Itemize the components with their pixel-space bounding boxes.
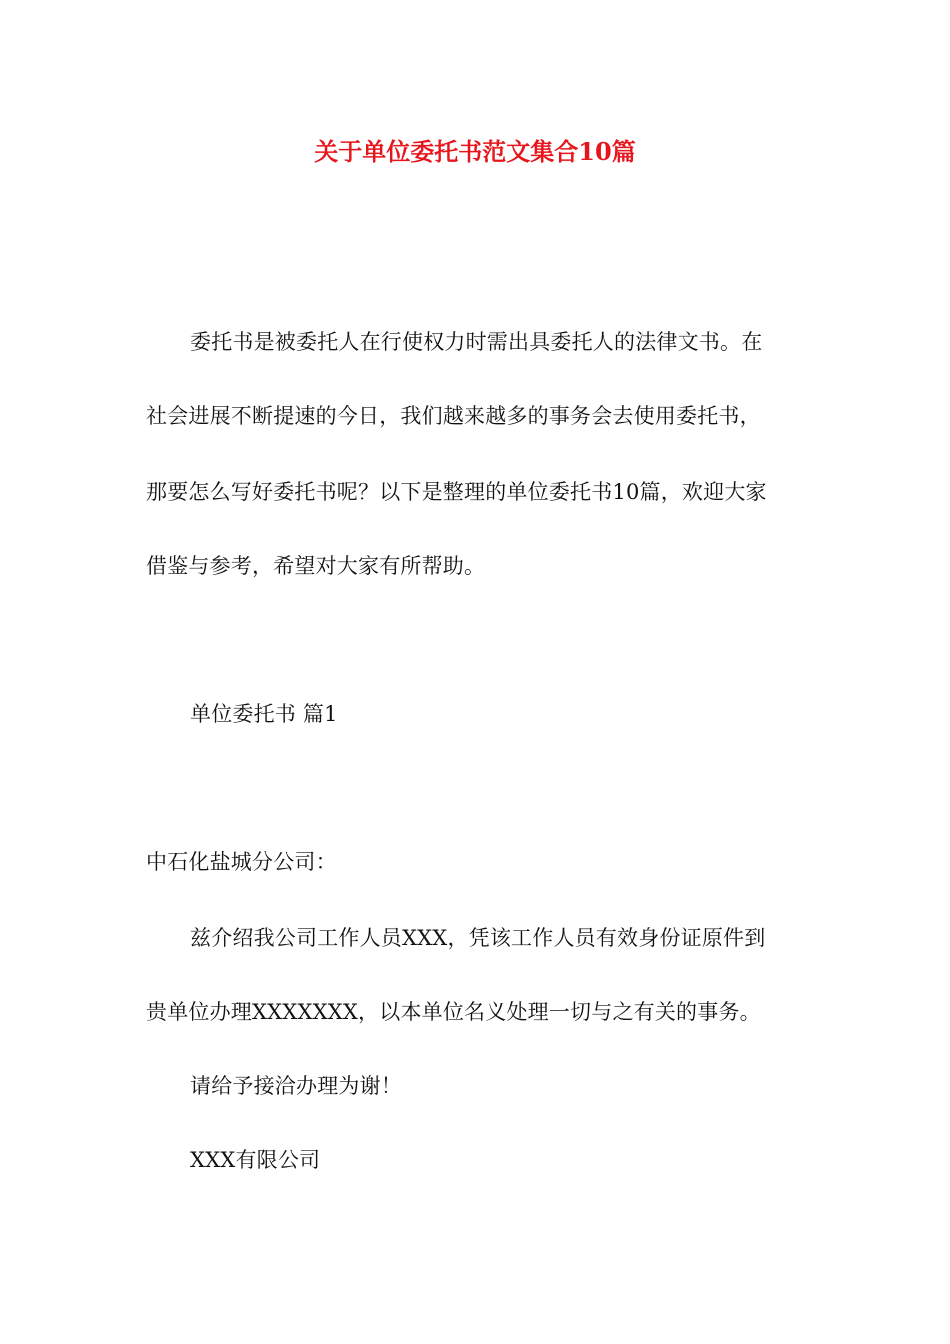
intro-line-3: 那要怎么写好委托书呢？以下是整理的单位委托书10篇，欢迎大家 [146, 480, 767, 504]
closing-line: 请给予接洽办理为谢！ [190, 1074, 402, 1098]
intro-line-2: 社会进展不断提速的今日，我们越来越多的事务会去使用委托书， [146, 404, 761, 428]
intro-line-4: 借鉴与参考，希望对大家有所帮助。 [146, 554, 486, 578]
signature-company: XXX有限公司 [190, 1148, 321, 1172]
body-line-1: 兹介绍我公司工作人员XXX，凭该工作人员有效身份证原件到 [190, 926, 766, 950]
addressee: 中石化盐城分公司： [146, 850, 337, 874]
document-title: 关于单位委托书范文集合10篇 [314, 137, 636, 166]
section-heading: 单位委托书 篇1 [190, 702, 338, 726]
body-line-2: 贵单位办理XXXXXXX，以本单位名义处理一切与之有关的事务。 [146, 1000, 761, 1024]
intro-line-1: 委托书是被委托人在行使权力时需出具委托人的法律文书。在 [190, 330, 763, 354]
